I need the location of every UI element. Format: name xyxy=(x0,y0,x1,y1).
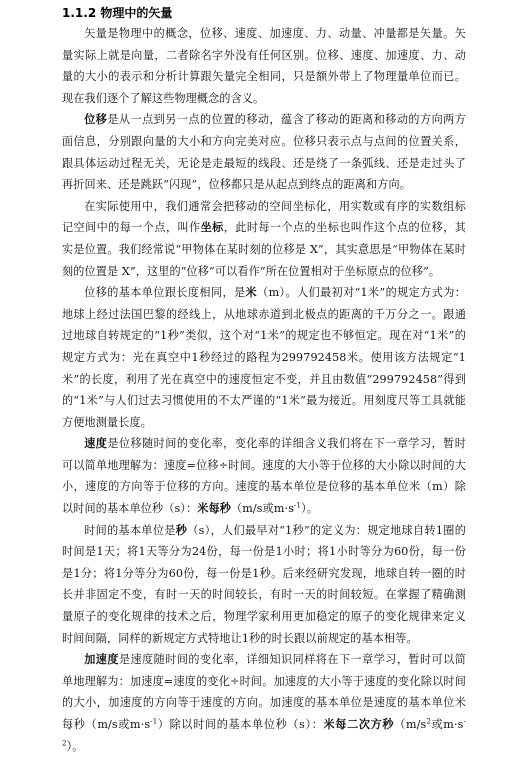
unit-text: （m/s或m·s xyxy=(230,502,295,516)
unit-text: ）。 xyxy=(301,502,319,516)
term-second: 秒 xyxy=(175,523,188,537)
paragraph-text: 矢量是物理中的概念，位移、速度、加速度、力、动量、冲量都是矢量。矢量实际上就是向量，二者除名字外没有任何区别。位移、速度、加速度、力、动量的大小的表示和分析计算跟矢量完全相同，只是额外带上了物理量单位而已。现在我们逐个了解这些物理概念的含义。 xyxy=(62,27,466,105)
paragraph-velocity xyxy=(62,433,466,519)
paragraph-coordinate xyxy=(62,196,466,282)
paragraph-text: （m）。人们最初对“1米”的规定方式为：地球上经过法国巴黎的经线上，从地球赤道到北极点的距离的千万分之一。跟通过地球自转规定的“1秒”类似，这个对“1米”的规定也不够恒定。现在对“1米”的规定方式为：光在真空中1秒经过的路程为299792458米。使用该方法规定“1米”的长度，利用了光在真空中的速度恒定不变，并且由数值“299792458”得到的“1米”与人们过去习惯使用的不太严谨的“1米”最为接近。用刻度尺等工具就能方便地测量长度。 xyxy=(62,286,467,429)
paragraph-text: 是速度随时间的变化率，详细知识同样将在下一章学习，暂时可以简单地理解为：加速度=速度的变化÷时间。加速度的大小等于速度的变化除以时间的大小，加速度的方向等于速度的方向。加速度的基本单位是速度的基本单位米每秒（m/s或m·s xyxy=(62,653,466,731)
paragraph-meter xyxy=(62,282,466,433)
unit-exponent: -1 xyxy=(294,501,302,510)
paragraph-text: ）除以时间的基本单位秒（s）： xyxy=(157,718,324,731)
paragraph-text: 在实际使用中，我们通常会把移动的空间坐标化，用实数或有序的实数组标记空间中的每一个点，叫作 xyxy=(62,199,466,235)
unit-exponent: 2 xyxy=(426,717,431,726)
paragraph-displacement xyxy=(62,109,466,195)
paragraph-text: 时间的基本单位是 xyxy=(84,523,176,537)
unit-exponent: -1 xyxy=(150,717,158,726)
paragraph-text: 位移的基本单位跟长度相同，是 xyxy=(84,286,246,300)
term-coordinate: 坐标 xyxy=(200,221,224,235)
paragraph-text: ，此时每一个点的坐标也叫作这个点的位移，其实是位置。我们经常说“甲物体在某时刻的位移是 X”，其实意思是“甲物体在某时刻的位置是 X”，这里的“位移”可以看作“所在位置相对于坐标原点的位移”。 xyxy=(62,221,466,278)
unit-text: ）。 xyxy=(66,739,84,753)
term-acceleration: 加速度 xyxy=(84,653,119,667)
term-meter-per-second: 米每秒 xyxy=(197,502,231,516)
unit-text: （m/s xyxy=(394,718,427,731)
term-meter: 米 xyxy=(245,286,258,300)
paragraph-acceleration xyxy=(62,649,466,757)
term-meter-per-second-squared: 米每二次方秒 xyxy=(323,718,395,731)
document-page xyxy=(62,6,466,757)
term-velocity: 速度 xyxy=(84,437,108,451)
paragraph-text: 是从一点到另一点的位置的移动，蕴含了移动的距离和移动的方向两方面信息，分别跟向量的大小和方向完美对应。位移只表示点与点间的位置关系，跟具体运动过程无关，无论是走最短的线段、还是绕了一条弧线、还是走过头了再折回来、还是跳跃“闪现”，位移都只是从起点到终点的距离和方向。 xyxy=(62,113,466,192)
unit-exponent: -2 xyxy=(62,717,466,747)
paragraph-text: （s），人们最早对“1秒”的定义为：规定地球自转1圈的时间是1天；将1天等分为24份，每一份是1小时；将1小时等分为60份，每一份是1分；将1分等分为60份，每一份是1秒。后来经研究发现，地球自转一圈的时长并非固定不变，有时一天的时间较长，有时一天的时间较短。在掌握了精确测量原子的变化规律的技术之后，物理学家利用更加稳定的原子的变化规律来定义时间间隔，同样的新规定方式特地让1秒的时长跟以前规定的基本相等。 xyxy=(62,523,467,645)
paragraph-second xyxy=(62,520,466,650)
paragraph-vector-intro xyxy=(62,23,466,109)
paragraph-text: 是位移随时间的变化率，变化率的详细含义我们将在下一章学习，暂时可以简单地理解为：速度=位移÷时间。速度的大小等于位移的大小除以时间的大小，速度的方向等于位移的方向。速度的基本单位是位移的基本单位米（m）除以时间的基本单位秒（s）： xyxy=(62,437,466,516)
section-heading: 1.1.2 物理中的矢量 xyxy=(62,6,173,20)
unit-text: 或m·s xyxy=(430,718,464,731)
term-displacement: 位移 xyxy=(84,113,108,127)
